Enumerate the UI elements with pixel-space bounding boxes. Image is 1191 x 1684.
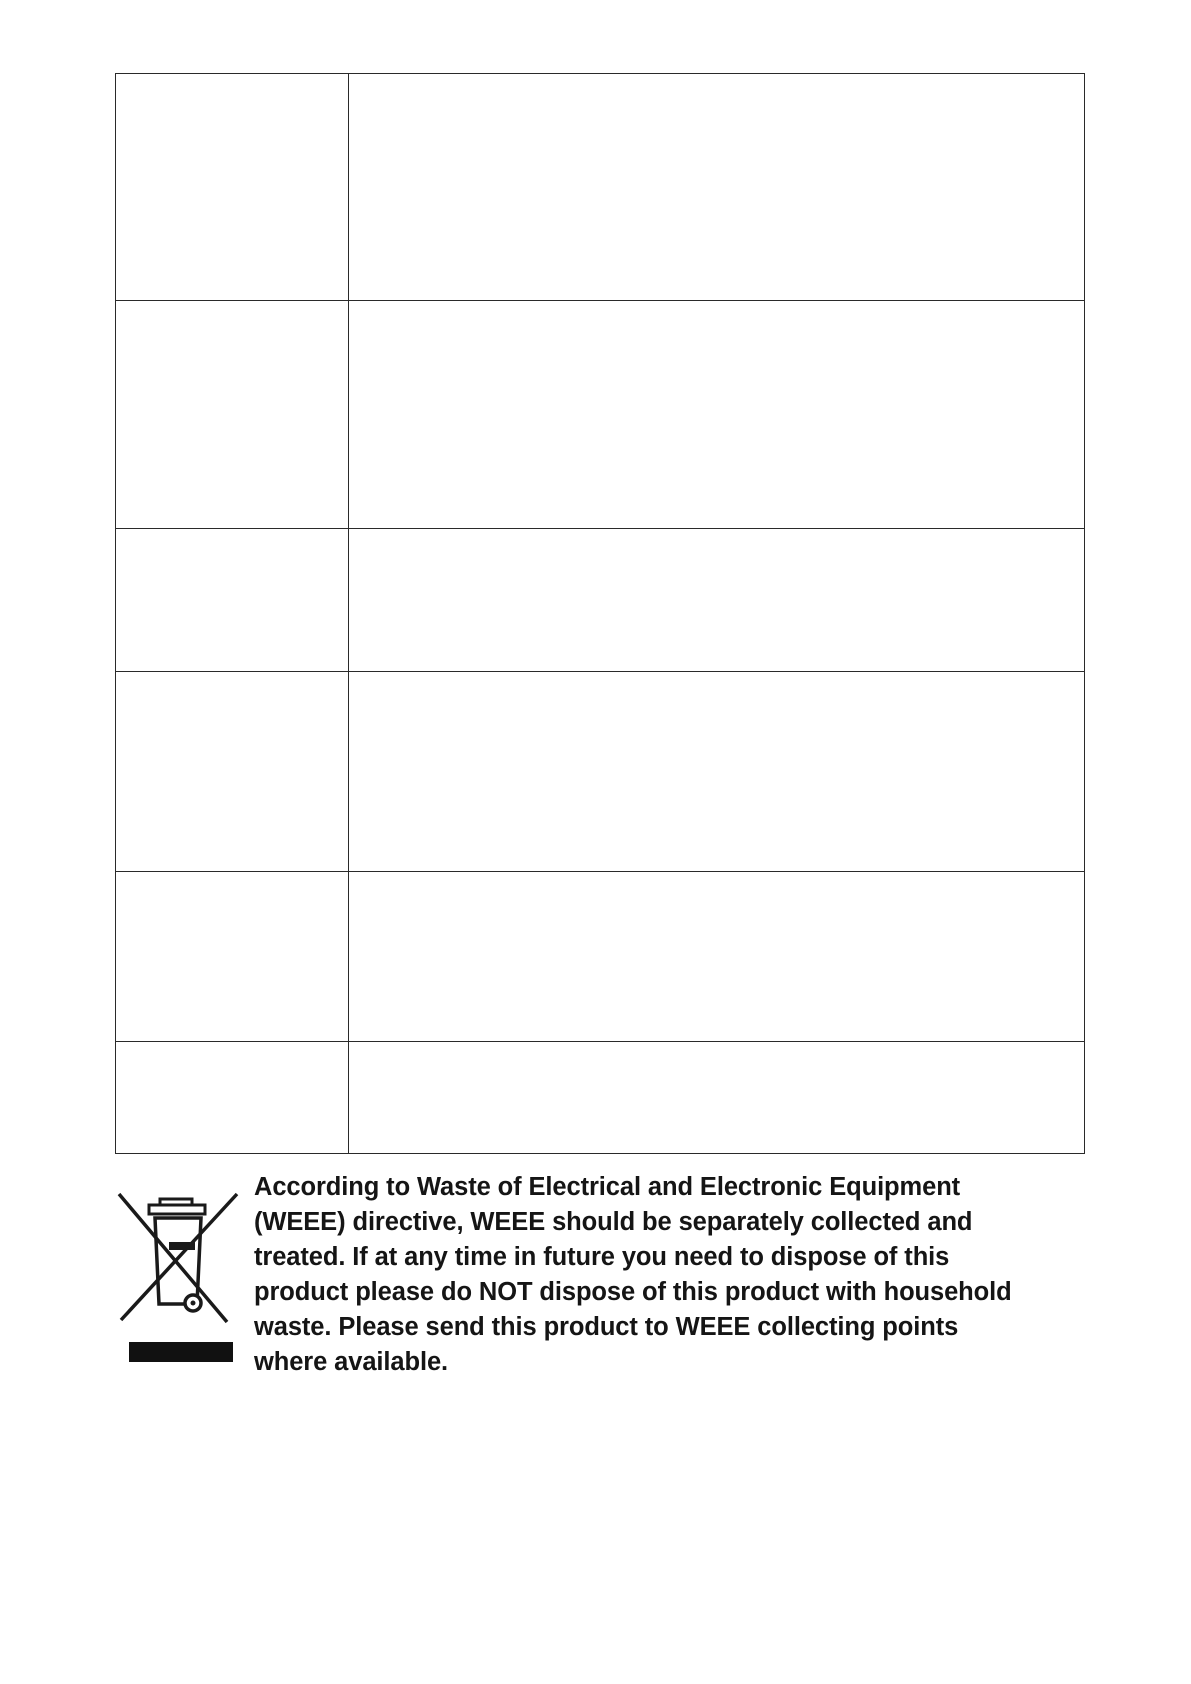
table-cell-label	[116, 529, 349, 672]
weee-directive-text	[254, 1170, 1094, 1380]
table-cell-label	[116, 872, 349, 1042]
weee-text-line: treated. If at any time in future you need to dispose of this	[254, 1243, 950, 1271]
table-cell-value	[349, 672, 1085, 872]
weee-text-line: waste. Please send this product to WEEE collecting points	[254, 1313, 959, 1341]
table-row	[116, 1042, 1085, 1154]
table-cell-value	[349, 529, 1085, 672]
table-cell-label	[116, 1042, 349, 1154]
weee-text-line: where available.	[254, 1348, 449, 1376]
table-row	[116, 672, 1085, 872]
specification-table	[115, 73, 1085, 1154]
table-row	[116, 529, 1085, 672]
weee-text-line: product please do NOT dispose of this product with household	[254, 1278, 1012, 1306]
table-row	[116, 301, 1085, 529]
table-cell-label	[116, 301, 349, 529]
table-cell-value	[349, 872, 1085, 1042]
table-row	[116, 872, 1085, 1042]
table-cell-value	[349, 74, 1085, 301]
weee-text-line: According to Waste of Electrical and Electronic Equipment	[254, 1173, 961, 1201]
weee-text-line: (WEEE) directive, WEEE should be separately collected and	[254, 1208, 973, 1236]
weee-notice	[115, 1170, 1095, 1390]
crossed-out-wheelie-bin-icon	[115, 1182, 245, 1362]
table-cell-label	[116, 672, 349, 872]
table-cell-label	[116, 74, 349, 301]
table-row	[116, 74, 1085, 301]
table-cell-value	[349, 1042, 1085, 1154]
table-cell-value	[349, 301, 1085, 529]
